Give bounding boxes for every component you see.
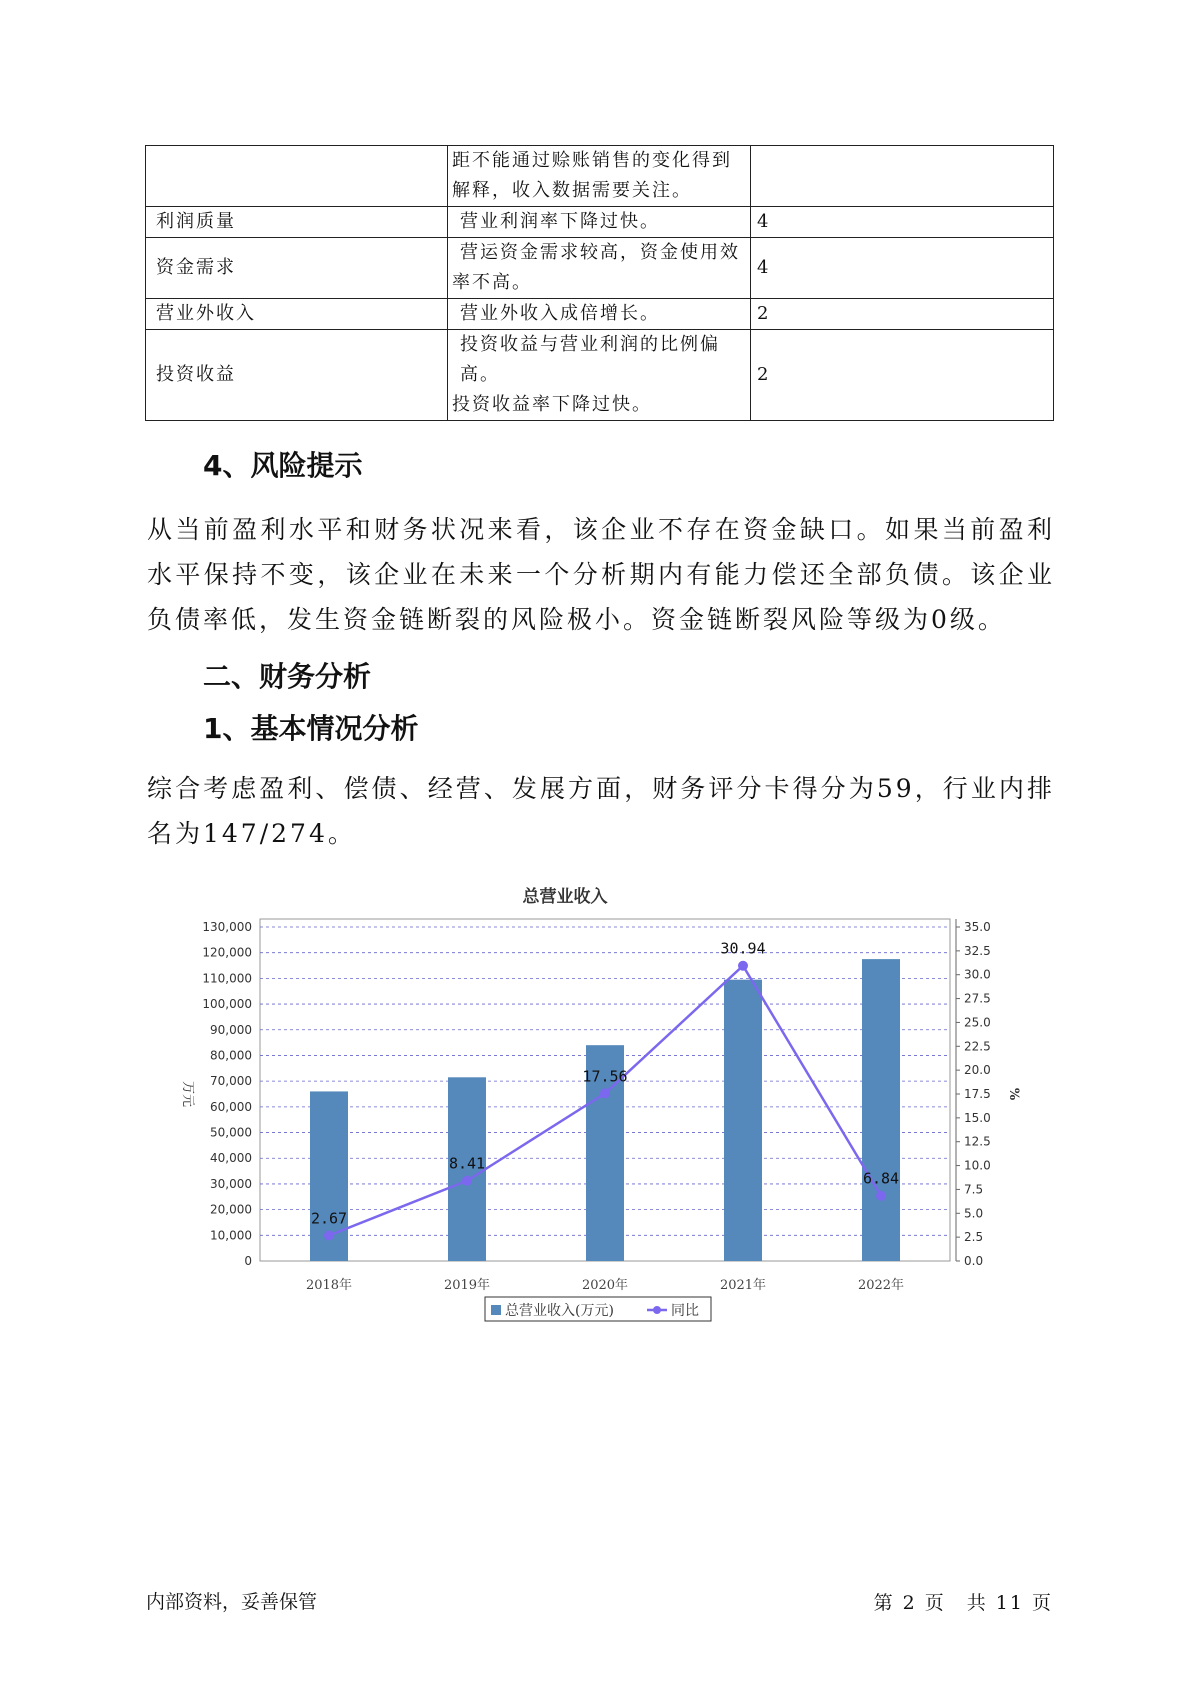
table-row	[146, 146, 1054, 207]
y-tick-label: 40,000	[210, 1151, 252, 1166]
y2-tick-label: 12.5	[964, 1134, 991, 1149]
y-axis-label: 万元	[180, 1080, 195, 1108]
y2-axis-label: %	[1006, 1087, 1021, 1101]
y2-tick-label: 30.0	[964, 967, 991, 982]
risk-item-score	[751, 146, 1054, 207]
risk-desc-line: 营运资金需求较高，资金使用效	[460, 242, 740, 263]
y2-tick-label: 25.0	[964, 1015, 991, 1030]
risk-item-score: 2	[751, 330, 1054, 421]
risk-desc-line: 投资收益与营业利润的比例偏高。	[460, 334, 720, 385]
y-tick-label: 90,000	[210, 1022, 252, 1037]
y-tick-label: 30,000	[210, 1176, 252, 1191]
yoy-point	[600, 1088, 610, 1098]
yoy-point	[738, 961, 748, 971]
footer-confidential: 内部资料，妥善保管	[146, 1591, 318, 1613]
x-tick-label: 2018年	[305, 1278, 353, 1293]
y-tick-label: 60,000	[210, 1099, 252, 1114]
y2-tick-label: 20.0	[964, 1063, 991, 1078]
footer-page-number: 第 2 页 共 11 页	[873, 1592, 1053, 1614]
x-tick-label: 2020年	[581, 1278, 629, 1293]
risk-item-name: 营业外收入	[146, 299, 448, 330]
y2-tick-label: 7.5	[964, 1182, 984, 1197]
y2-tick-label: 27.5	[964, 991, 991, 1006]
yoy-data-label: 6.84	[862, 1169, 900, 1188]
y2-tick-label: 10.0	[964, 1158, 991, 1173]
basic-paragraph: 综合考虑盈利、偿债、经营、发展方面，财务评分卡得分为59，行业内排名为147/274。	[147, 774, 1055, 848]
y-tick-label: 10,000	[210, 1228, 252, 1243]
y-tick-label: 50,000	[210, 1125, 252, 1140]
y-tick-label: 70,000	[210, 1074, 252, 1089]
risk-item-name: 资金需求	[146, 238, 448, 299]
yoy-point	[876, 1191, 886, 1201]
revenue-chart	[170, 880, 1070, 1340]
y-tick-label: 130,000	[202, 920, 252, 934]
y2-tick-label: 2.5	[964, 1230, 984, 1245]
risk-item-desc	[448, 299, 751, 330]
bar	[862, 959, 900, 1261]
risk-table	[145, 145, 1054, 421]
y2-tick-label: 35.0	[964, 920, 991, 934]
risk-item-desc	[448, 330, 751, 421]
risk-desc-line: 距不能通过赊账销售的变化得到	[452, 150, 732, 171]
bar	[724, 980, 762, 1261]
y2-tick-label: 32.5	[964, 943, 991, 958]
legend-line-marker	[653, 1306, 661, 1314]
yoy-point	[324, 1231, 334, 1241]
table-row	[146, 207, 1054, 238]
x-tick-label: 2022年	[857, 1278, 905, 1293]
section-heading-finance: 二、财务分析	[203, 660, 372, 693]
legend-bar-label: 总营业收入(万元)	[505, 1303, 614, 1319]
y-tick-label: 80,000	[210, 1048, 252, 1063]
risk-item-name: 投资收益	[146, 330, 448, 421]
legend-bar-swatch	[491, 1305, 501, 1315]
risk-item-desc	[448, 238, 751, 299]
y2-tick-label: 5.0	[964, 1206, 984, 1221]
subsection-heading-basic: 1、基本情况分析	[203, 712, 419, 745]
y-tick-label: 100,000	[202, 997, 252, 1012]
risk-item-name	[146, 146, 448, 207]
risk-item-desc	[448, 146, 751, 207]
yoy-data-label: 30.94	[720, 939, 766, 958]
yoy-data-label: 2.67	[310, 1209, 348, 1228]
yoy-data-label: 17.56	[582, 1067, 628, 1086]
table-row	[146, 299, 1054, 330]
y2-tick-label: 22.5	[964, 1039, 991, 1054]
risk-desc-line: 解释，收入数据需要关注。	[452, 180, 692, 201]
risk-item-desc	[448, 207, 751, 238]
risk-desc-line: 投资收益率下降过快。	[452, 394, 652, 415]
table-row	[146, 238, 1054, 299]
yoy-point	[462, 1176, 472, 1186]
y-tick-label: 110,000	[202, 971, 252, 986]
table-row	[146, 330, 1054, 421]
y-tick-label: 20,000	[210, 1202, 252, 1217]
risk-item-score: 2	[751, 299, 1054, 330]
chart-title: 总营业收入	[522, 887, 608, 907]
risk-item-score: 4	[751, 207, 1054, 238]
legend-line-label: 同比	[671, 1303, 699, 1319]
y-tick-label: 120,000	[202, 945, 252, 960]
section-heading-risk: 4、风险提示	[203, 449, 363, 482]
risk-desc-line: 营业利润率下降过快。	[460, 211, 660, 232]
yoy-data-label: 8.41	[448, 1154, 486, 1173]
risk-desc-line: 营业外收入成倍增长。	[460, 303, 660, 324]
risk-paragraph: 从当前盈利水平和财务状况来看，该企业不存在资金缺口。如果当前盈利水平保持不变，该企业在未来一个分析期内有能力偿还全部负债。该企业负债率低，发生资金链断裂的风险极小。资金链断裂风险等级为0级。	[147, 515, 1055, 634]
risk-item-score: 4	[751, 238, 1054, 299]
y2-tick-label: 0.0	[964, 1254, 984, 1268]
risk-desc-line: 率不高。	[452, 272, 532, 293]
y2-tick-label: 17.5	[964, 1087, 991, 1101]
risk-item-name: 利润质量	[146, 207, 448, 238]
x-tick-label: 2021年	[719, 1278, 767, 1293]
x-tick-label: 2019年	[443, 1278, 491, 1293]
y2-tick-label: 15.0	[964, 1110, 991, 1125]
y-tick-label: 0	[244, 1254, 252, 1268]
